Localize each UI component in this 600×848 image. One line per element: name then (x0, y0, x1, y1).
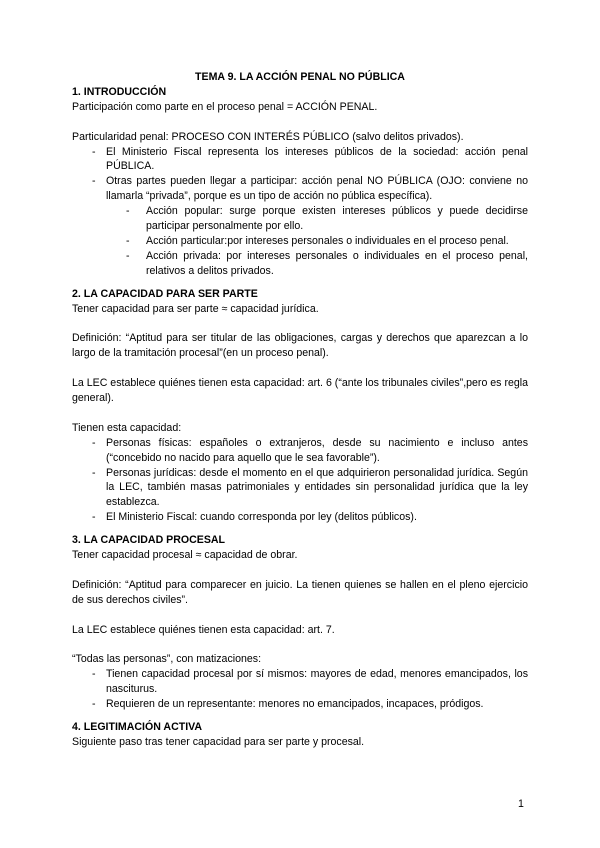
section-heading-legitimacion-activa: 4. LEGITIMACIÓN ACTIVA (72, 720, 203, 733)
paragraph: La LEC establece quiénes tienen esta capacidad: art. 6 (“ante los tribunales civiles”,pero es regla general). (72, 377, 528, 404)
list-item: - El Ministerio Fiscal representa los intereses públicos de la sociedad: acción penal PÚBLICA. (72, 145, 528, 175)
sub-bullet-list (106, 204, 528, 279)
document-body (72, 70, 528, 750)
paragraph: Particularidad penal: PROCESO CON INTERÉS PÚBLICO (salvo delitos privados). (72, 130, 464, 143)
section-heading-capacidad-procesal: 3. LA CAPACIDAD PROCESAL (72, 534, 226, 547)
paragraph: Tienen esta capacidad: (72, 421, 182, 434)
list-item (72, 174, 528, 278)
section-heading-introduccion: 1. INTRODUCCIÓN (72, 85, 167, 98)
list-item: - Tienen capacidad procesal por sí mismos: mayores de edad, menores emancipados, los nasciturus. (72, 667, 528, 697)
page-number: 1 (518, 798, 524, 810)
list-item-text: Otras partes pueden llegar a participar: acción penal NO PÚBLICA (OJO: conviene no llamarla “privada”, porque es un tipo de acción no pública específica). (106, 175, 528, 203)
paragraph: Definición: “Aptitud para comparecer en juicio. La tienen quienes se hallen en el pleno ejercicio de sus derechos civiles”. (72, 578, 528, 606)
list-item: - Personas físicas: españoles o extranjeros, desde su nacimiento e incluso antes (“concebido no nacido para aquello que le sea favorable”). (72, 436, 528, 466)
bullet-list (72, 436, 528, 525)
paragraph: Tener capacidad procesal ≈ capacidad de obrar. (72, 549, 298, 562)
sub-list-item: - Acción particular:por intereses personales o individuales en el proceso penal. (106, 234, 528, 249)
paragraph: “Todas las personas”, con matizaciones: (72, 653, 262, 666)
paragraph: Tener capacidad para ser parte ≈ capacidad jurídica. (72, 302, 319, 315)
sub-list-item: - Acción popular: surge porque existen intereses públicos y puede decidirse participar personalmente por ello. (106, 204, 528, 234)
paragraph: La LEC establece quiénes tienen esta capacidad: art. 7. (72, 623, 335, 636)
bullet-list (72, 667, 528, 712)
paragraph: Siguiente paso tras tener capacidad para ser parte y procesal. (72, 735, 365, 748)
section-heading-capacidad-para-ser-parte: 2. LA CAPACIDAD PARA SER PARTE (72, 287, 258, 300)
bullet-list (72, 145, 528, 279)
list-item: - El Ministerio Fiscal: cuando corresponda por ley (delitos públicos). (72, 510, 528, 525)
list-item: - Requieren de un representante: menores no emancipados, incapaces, pródigos. (72, 697, 528, 712)
document-title: TEMA 9. LA ACCIÓN PENAL NO PÚBLICA (195, 71, 405, 83)
paragraph: Participación como parte en el proceso penal = ACCIÓN PENAL. (72, 100, 378, 113)
sub-list-item: - Acción privada: por intereses personales o individuales en el proceso penal, relativos a delitos privados. (106, 249, 528, 279)
paragraph: Definición: “Aptitud para ser titular de las obligaciones, cargas y derechos que aparezcan a lo largo de la tramitación procesal”(en un proceso penal). (72, 332, 528, 360)
list-item: - Personas jurídicas: desde el momento en el que adquirieron personalidad jurídica. Según la LEC, también masas patrimoniales y entidades sin personalidad jurídica que la ley establezca. (72, 466, 528, 511)
